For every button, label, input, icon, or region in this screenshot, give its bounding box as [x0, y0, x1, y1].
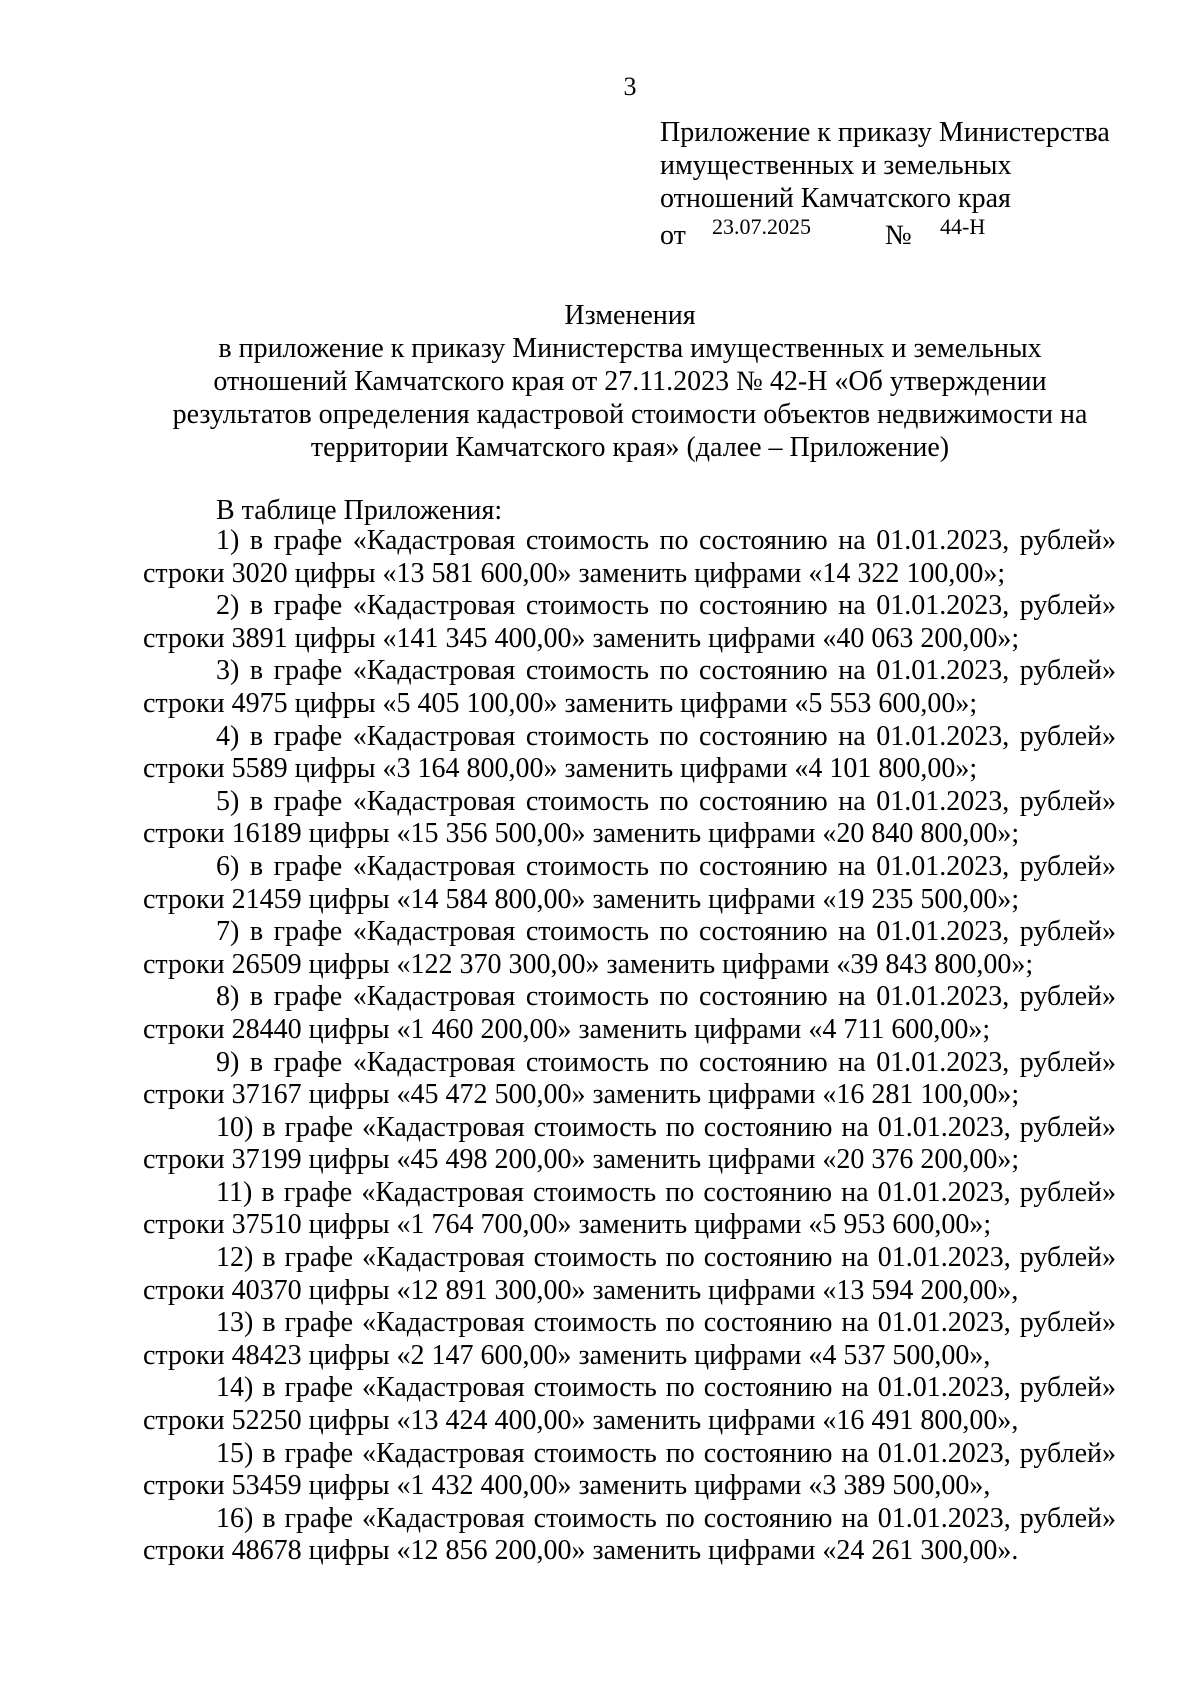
amendment-line-2: строки 4975 цифры «5 405 100,00» заменить цифрами «5 553 600,00»;	[143, 687, 978, 719]
amendment-line-1: 13) в графе «Кадастровая стоимость по состоянию на 01.01.2023, рублей»	[216, 1307, 1116, 1339]
amendment-list	[143, 525, 1116, 1568]
amendment-line-2: строки 37167 цифры «45 472 500,00» заменить цифрами «16 281 100,00»;	[143, 1079, 1020, 1111]
amendment-line-2: строки 3020 цифры «13 581 600,00» заменить цифрами «14 322 100,00»;	[143, 557, 1006, 589]
amendment-item	[143, 1438, 1116, 1503]
page-number: 3	[623, 72, 637, 101]
amendment-line-2: строки 53459 цифры «1 432 400,00» заменить цифрами «3 389 500,00»,	[143, 1470, 991, 1502]
amendment-item	[143, 1177, 1116, 1242]
amendment-line-1: 11) в графе «Кадастровая стоимость по состоянию на 01.01.2023, рублей»	[216, 1176, 1116, 1208]
title-line: отношений Камчатского края от 27.11.2023 № 42-Н «Об утверждении	[213, 366, 1047, 397]
amendment-line-2: строки 48678 цифры «12 856 200,00» заменить цифрами «24 261 300,00».	[143, 1535, 1019, 1567]
amendment-line-1: 9) в графе «Кадастровая стоимость по состоянию на 01.01.2023, рублей»	[216, 1046, 1116, 1078]
amendment-line-1: 16) в графе «Кадастровая стоимость по состоянию на 01.01.2023, рублей»	[216, 1502, 1116, 1534]
amendment-line-2: строки 16189 цифры «15 356 500,00» заменить цифрами «20 840 800,00»;	[143, 818, 1020, 850]
amendment-line-2: строки 3891 цифры «141 345 400,00» заменить цифрами «40 063 200,00»;	[143, 622, 1020, 654]
amendment-line-1: 7) в графе «Кадастровая стоимость по состоянию на 01.01.2023, рублей»	[216, 916, 1116, 948]
amendment-item	[143, 525, 1116, 590]
amendment-line-1: 5) в графе «Кадастровая стоимость по состоянию на 01.01.2023, рублей»	[216, 785, 1116, 817]
amendment-item	[143, 1372, 1116, 1437]
amendment-item	[143, 1047, 1116, 1112]
amendment-line-2: строки 21459 цифры «14 584 800,00» заменить цифрами «19 235 500,00»;	[143, 883, 1020, 915]
title-line: в приложение к приказу Министерства имущественных и земельных	[218, 333, 1042, 364]
number-sign: №	[885, 220, 912, 251]
amendment-line-1: 4) в графе «Кадастровая стоимость по состоянию на 01.01.2023, рублей»	[216, 720, 1116, 752]
amendment-line-2: строки 28440 цифры «1 460 200,00» заменить цифрами «4 711 600,00»;	[143, 1013, 991, 1045]
amendment-line-1: 12) в графе «Кадастровая стоимость по состоянию на 01.01.2023, рублей»	[216, 1242, 1116, 1274]
amendment-line-2: строки 26509 цифры «122 370 300,00» заменить цифрами «39 843 800,00»;	[143, 948, 1034, 980]
amendment-line-1: 10) в графе «Кадастровая стоимость по состоянию на 01.01.2023, рублей»	[216, 1111, 1116, 1143]
amendment-line-2: строки 40370 цифры «12 891 300,00» заменить цифрами «13 594 200,00»,	[143, 1274, 1019, 1306]
amendment-line-1: 2) в графе «Кадастровая стоимость по состоянию на 01.01.2023, рублей»	[216, 590, 1116, 622]
amendment-item	[143, 786, 1116, 851]
amendment-line-2: строки 5589 цифры «3 164 800,00» заменить цифрами «4 101 800,00»;	[143, 753, 978, 785]
appendix-line: имущественных и земельных	[660, 150, 1012, 181]
amendment-item	[143, 1242, 1116, 1307]
date-prefix: от	[660, 220, 686, 251]
order-date-row	[660, 216, 1060, 250]
amendment-item	[143, 1503, 1116, 1568]
amendment-line-2: строки 37199 цифры «45 498 200,00» заменить цифрами «20 376 200,00»;	[143, 1144, 1020, 1176]
amendment-item	[143, 590, 1116, 655]
appendix-header	[660, 116, 1110, 215]
amendment-line-2: строки 48423 цифры «2 147 600,00» заменить цифрами «4 537 500,00»,	[143, 1339, 991, 1371]
body-intro: В таблице Приложения:	[216, 495, 503, 526]
amendment-item	[143, 721, 1116, 786]
order-date: 23.07.2025	[712, 214, 811, 239]
amendment-line-2: строки 37510 цифры «1 764 700,00» заменить цифрами «5 953 600,00»;	[143, 1209, 992, 1241]
amendment-line-1: 6) в графе «Кадастровая стоимость по состоянию на 01.01.2023, рублей»	[216, 850, 1116, 882]
amendment-item	[143, 851, 1116, 916]
amendment-line-1: 14) в графе «Кадастровая стоимость по состоянию на 01.01.2023, рублей»	[216, 1372, 1116, 1404]
document-title	[130, 299, 1130, 464]
amendment-line-2: строки 52250 цифры «13 424 400,00» заменить цифрами «16 491 800,00»,	[143, 1405, 1019, 1437]
title-line: территории Камчатского края» (далее – Приложение)	[310, 432, 950, 463]
title-heading: Изменения	[564, 300, 696, 331]
appendix-line: Приложение к приказу Министерства	[660, 117, 1110, 148]
appendix-line: отношений Камчатского края	[660, 183, 1011, 214]
order-number: 44-Н	[940, 214, 986, 239]
amendment-line-1: 8) в графе «Кадастровая стоимость по состоянию на 01.01.2023, рублей»	[216, 981, 1116, 1013]
amendment-line-1: 15) в графе «Кадастровая стоимость по состоянию на 01.01.2023, рублей»	[216, 1437, 1116, 1469]
amendment-item	[143, 981, 1116, 1046]
title-line: результатов определения кадастровой стоимости объектов недвижимости на	[172, 399, 1088, 430]
amendment-item	[143, 1112, 1116, 1177]
amendment-item	[143, 1307, 1116, 1372]
amendment-line-1: 1) в графе «Кадастровая стоимость по состоянию на 01.01.2023, рублей»	[216, 525, 1116, 556]
amendment-line-1: 3) в графе «Кадастровая стоимость по состоянию на 01.01.2023, рублей»	[216, 655, 1116, 687]
amendment-item	[143, 916, 1116, 981]
amendment-item	[143, 655, 1116, 720]
